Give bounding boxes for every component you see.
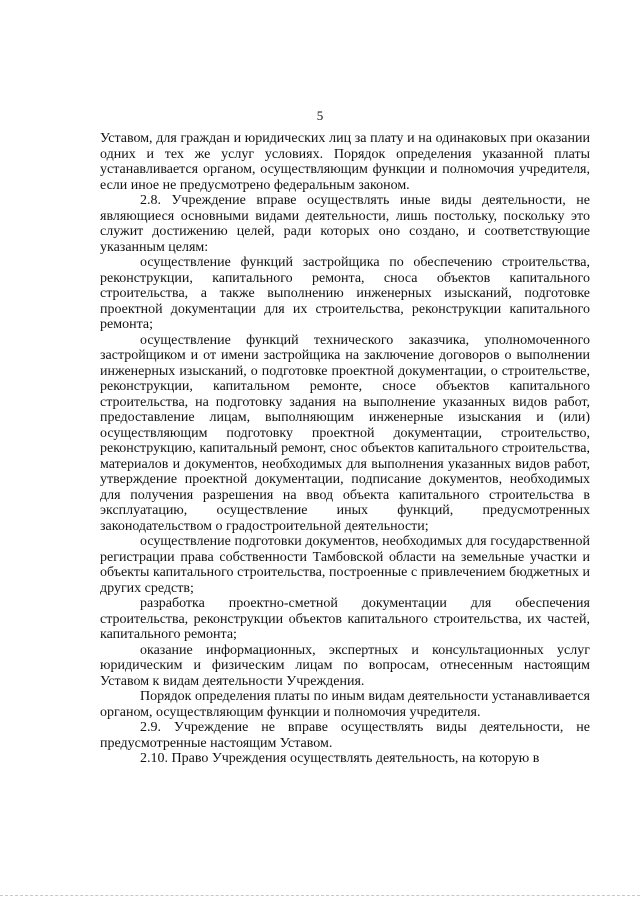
paragraph-continuation: Уставом, для граждан и юридических лиц за плату и на одинаковых при оказании одних и тех же услуг условиях. Порядок определения указанной платы устанавливается органом, осуществляющим функции и полномочия учредителя, если иное не предусмотрено федеральным законом.	[100, 131, 590, 193]
paragraph-consulting-services: оказание информационных, экспертных и консультационных услуг юридическим и физическим лицам по вопросам, отнесенным настоящим Уставом к видам деятельности Учреждения.	[100, 642, 590, 689]
paragraph-2-9: 2.9. Учреждение не вправе осуществлять виды деятельности, не предусмотренные настоящим Уставом.	[100, 720, 590, 751]
paragraph-technical-customer: осуществление функций технического заказчика, уполномоченного застройщиком и от имени застройщика на заключение договоров о выполнении инженерных изысканий, о подготовке проектной документации, о строительстве, реконструкции, капитальном ремонте, сносе объектов капитального строительства, на подготовку задания на выполнение указанных видов работ, предоставление лицам, выполняющим инженерные изыскания и (или) осуществляющим подготовку проектной документации, строительство, реконструкцию, капитальный ремонт, снос объектов капитального строительства, материалов и документов, необходимых для выполнения указанных видов работ, утверждение проектной документации, подписание документов, необходимых для получения разрешения на ввод объекта капитального строительства в эксплуатацию, осуществление иных функций, предусмотренных законодательством о градостроительной деятельности;	[100, 332, 590, 534]
paragraph-design-estimates: разработка проектно-сметной документации для обеспечения строительства, реконструкции объектов капитального строительства, их частей, капитального ремонта;	[100, 596, 590, 642]
paragraph-developer-functions: осуществление функций застройщика по обеспечению строительства, реконструкции, капитального ремонта, сноса объектов капитального строительства, а также выполнению инженерных изысканий, подготовке проектной документации для их строительства, реконструкции капитального ремонта;	[100, 255, 590, 332]
paragraph-2-10: 2.10. Право Учреждения осуществлять деятельность, на которую в	[140, 751, 540, 766]
document-body	[100, 131, 590, 767]
paragraph-fee-procedure: Порядок определения платы по иным видам деятельности устанавливается органом, осуществляющим функции и полномочия учредителя.	[100, 689, 590, 720]
paragraph-document-preparation: осуществление подготовки документов, необходимых для государственной регистрации права собственности Тамбовской области на земельные участки и объекты капитального строительства, построенные с привлечением бюджетных и других средств;	[100, 534, 590, 596]
page-number: 5	[316, 108, 324, 123]
scan-edge-divider	[0, 895, 640, 897]
paragraph-2-8: 2.8. Учреждение вправе осуществлять иные виды деятельности, не являющиеся основными видами деятельности, лишь постольку, поскольку это служит достижению целей, ради которых оно создано, и соответствующие указанным целям:	[100, 193, 590, 255]
